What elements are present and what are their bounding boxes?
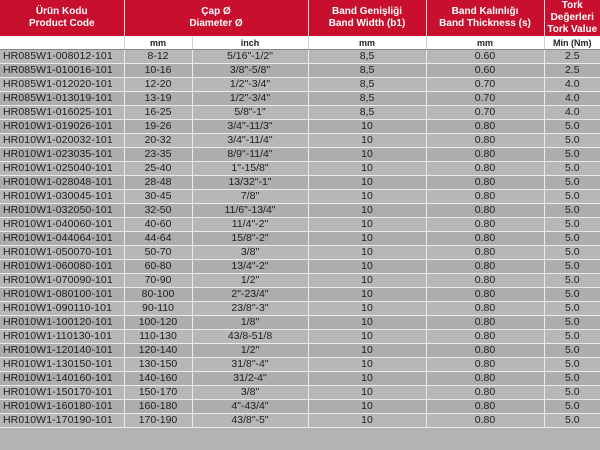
diameter-inch-cell: 1/2" [192, 344, 308, 358]
product-code-cell: HR010W1-070090-101 [0, 274, 124, 288]
diameter-mm-cell: 150-170 [124, 386, 192, 400]
diameter-inch-cell: 11/6"-13/4" [192, 204, 308, 218]
band-width-cell: 10 [308, 232, 426, 246]
band-width-cell: 10 [308, 162, 426, 176]
diameter-mm-cell: 16-25 [124, 106, 192, 120]
torque-cell: 5.0 [544, 120, 600, 134]
unit-torque: Min (Nm) [544, 36, 600, 50]
diameter-inch-cell: 8/9"-11/4" [192, 148, 308, 162]
diameter-inch-cell: 43/8"-5" [192, 414, 308, 428]
band-width-cell: 10 [308, 148, 426, 162]
diameter-inch-cell: 3/8"-5/8" [192, 64, 308, 78]
diameter-mm-cell: 130-150 [124, 358, 192, 372]
table-row [0, 204, 600, 218]
band-width-cell: 10 [308, 400, 426, 414]
unit-diameter-mm: mm [124, 36, 192, 50]
table-header [0, 0, 600, 50]
band-thickness-cell: 0.80 [426, 274, 544, 288]
band-thickness-cell: 0.80 [426, 316, 544, 330]
product-code-cell: HR085W1-016025-101 [0, 106, 124, 120]
band-thickness-cell: 0.70 [426, 78, 544, 92]
torque-cell: 5.0 [544, 162, 600, 176]
unit-band-width: mm [308, 36, 426, 50]
diameter-mm-cell: 8-12 [124, 50, 192, 64]
product-code-cell: HR010W1-130150-101 [0, 358, 124, 372]
torque-cell: 5.0 [544, 344, 600, 358]
diameter-inch-cell: 11/4"-2" [192, 218, 308, 232]
header-torque-value-en: Tork Value [547, 24, 598, 35]
band-thickness-cell: 0.80 [426, 386, 544, 400]
table-row [0, 372, 600, 386]
band-width-cell: 8,5 [308, 64, 426, 78]
diameter-mm-cell: 23-35 [124, 148, 192, 162]
torque-cell: 5.0 [544, 358, 600, 372]
band-thickness-cell: 0.80 [426, 358, 544, 372]
table-row [0, 176, 600, 190]
table-body [0, 50, 600, 428]
diameter-inch-cell: 1/2"-3/4" [192, 92, 308, 106]
diameter-inch-cell: 5/16"-1/2" [192, 50, 308, 64]
band-thickness-cell: 0.80 [426, 176, 544, 190]
header-band-width [308, 0, 426, 36]
diameter-mm-cell: 70-90 [124, 274, 192, 288]
product-code-cell: HR085W1-013019-101 [0, 92, 124, 106]
product-code-cell: HR085W1-008012-101 [0, 50, 124, 64]
header-band-width-en: Band Width (b1) [328, 18, 406, 29]
product-code-cell: HR010W1-019026-101 [0, 120, 124, 134]
band-thickness-cell: 0.80 [426, 288, 544, 302]
band-thickness-cell: 0.80 [426, 400, 544, 414]
header-torque-value-tr: Tork Değerleri [550, 0, 594, 23]
product-code-cell: HR010W1-032050-101 [0, 204, 124, 218]
table-row [0, 274, 600, 288]
band-thickness-cell: 0.80 [426, 302, 544, 316]
diameter-inch-cell: 23/8"-3" [192, 302, 308, 316]
product-code-cell: HR010W1-150170-101 [0, 386, 124, 400]
unit-code [0, 36, 124, 50]
band-width-cell: 10 [308, 274, 426, 288]
table-row [0, 162, 600, 176]
header-diameter-en: Diameter Ø [189, 18, 243, 29]
band-width-cell: 8,5 [308, 50, 426, 64]
product-code-cell: HR010W1-020032-101 [0, 134, 124, 148]
band-width-cell: 10 [308, 218, 426, 232]
band-width-cell: 10 [308, 372, 426, 386]
diameter-mm-cell: 90-110 [124, 302, 192, 316]
diameter-inch-cell: 15/8"-2" [192, 232, 308, 246]
torque-cell: 2.5 [544, 64, 600, 78]
diameter-mm-cell: 170-190 [124, 414, 192, 428]
table-row [0, 120, 600, 134]
torque-cell: 5.0 [544, 414, 600, 428]
table-row [0, 414, 600, 428]
diameter-inch-cell: 3/8" [192, 386, 308, 400]
band-width-cell: 10 [308, 288, 426, 302]
header-band-width-tr: Band Genişliği [332, 6, 403, 17]
torque-cell: 4.0 [544, 78, 600, 92]
band-width-cell: 10 [308, 358, 426, 372]
torque-cell: 4.0 [544, 92, 600, 106]
product-code-cell: HR085W1-010016-101 [0, 64, 124, 78]
band-thickness-cell: 0.80 [426, 148, 544, 162]
torque-cell: 5.0 [544, 148, 600, 162]
torque-cell: 5.0 [544, 218, 600, 232]
band-width-cell: 8,5 [308, 78, 426, 92]
diameter-inch-cell: 31/8"-4" [192, 358, 308, 372]
band-thickness-cell: 0.80 [426, 232, 544, 246]
product-code-cell: HR010W1-044064-101 [0, 232, 124, 246]
diameter-mm-cell: 28-48 [124, 176, 192, 190]
table-row [0, 246, 600, 260]
torque-cell: 5.0 [544, 176, 600, 190]
product-code-cell: HR010W1-050070-101 [0, 246, 124, 260]
torque-cell: 5.0 [544, 274, 600, 288]
diameter-mm-cell: 12-20 [124, 78, 192, 92]
table-row [0, 400, 600, 414]
product-code-cell: HR010W1-160180-101 [0, 400, 124, 414]
band-thickness-cell: 0.70 [426, 92, 544, 106]
product-code-cell: HR010W1-090110-101 [0, 302, 124, 316]
diameter-mm-cell: 25-40 [124, 162, 192, 176]
band-width-cell: 10 [308, 344, 426, 358]
torque-cell: 5.0 [544, 330, 600, 344]
band-width-cell: 10 [308, 302, 426, 316]
table-row [0, 148, 600, 162]
band-width-cell: 10 [308, 134, 426, 148]
diameter-inch-cell: 1/8" [192, 316, 308, 330]
diameter-mm-cell: 20-32 [124, 134, 192, 148]
unit-band-thickness: mm [426, 36, 544, 50]
header-product-code [0, 0, 124, 36]
header-band-thickness [426, 0, 544, 36]
table-row [0, 358, 600, 372]
band-thickness-cell: 0.80 [426, 218, 544, 232]
band-width-cell: 10 [308, 246, 426, 260]
band-width-cell: 10 [308, 190, 426, 204]
torque-cell: 5.0 [544, 316, 600, 330]
band-thickness-cell: 0.70 [426, 106, 544, 120]
diameter-mm-cell: 32-50 [124, 204, 192, 218]
band-thickness-cell: 0.60 [426, 50, 544, 64]
torque-cell: 2.5 [544, 50, 600, 64]
product-code-cell: HR010W1-170190-101 [0, 414, 124, 428]
torque-cell: 4.0 [544, 106, 600, 120]
diameter-mm-cell: 110-130 [124, 330, 192, 344]
product-code-cell: HR010W1-080100-101 [0, 288, 124, 302]
diameter-mm-cell: 80-100 [124, 288, 192, 302]
table-row [0, 134, 600, 148]
band-thickness-cell: 0.80 [426, 372, 544, 386]
diameter-mm-cell: 120-140 [124, 344, 192, 358]
band-thickness-cell: 0.80 [426, 246, 544, 260]
header-band-thickness-en: Band Thickness (s) [439, 18, 531, 29]
product-code-cell: HR010W1-060080-101 [0, 260, 124, 274]
band-thickness-cell: 0.80 [426, 162, 544, 176]
band-thickness-cell: 0.80 [426, 414, 544, 428]
band-width-cell: 10 [308, 260, 426, 274]
product-code-cell: HR010W1-030045-101 [0, 190, 124, 204]
band-thickness-cell: 0.80 [426, 344, 544, 358]
product-code-cell: HR010W1-120140-101 [0, 344, 124, 358]
diameter-mm-cell: 44-64 [124, 232, 192, 246]
diameter-inch-cell: 3/4"-11/4" [192, 134, 308, 148]
table-row [0, 260, 600, 274]
band-thickness-cell: 0.80 [426, 120, 544, 134]
table-row [0, 64, 600, 78]
product-code-cell: HR010W1-028048-101 [0, 176, 124, 190]
torque-cell: 5.0 [544, 204, 600, 218]
torque-cell: 5.0 [544, 302, 600, 316]
table-row [0, 302, 600, 316]
diameter-inch-cell: 3/8" [192, 246, 308, 260]
torque-cell: 5.0 [544, 386, 600, 400]
torque-cell: 5.0 [544, 232, 600, 246]
diameter-inch-cell: 31/2-4" [192, 372, 308, 386]
table-row [0, 288, 600, 302]
product-code-cell: HR010W1-025040-101 [0, 162, 124, 176]
band-width-cell: 8,5 [308, 106, 426, 120]
diameter-mm-cell: 100-120 [124, 316, 192, 330]
header-product-code-tr: Ürün Kodu [35, 6, 88, 17]
diameter-inch-cell: 3/4"-11/3" [192, 120, 308, 134]
band-width-cell: 10 [308, 176, 426, 190]
header-diameter-tr: Çap Ø [201, 6, 231, 17]
diameter-mm-cell: 30-45 [124, 190, 192, 204]
diameter-inch-cell: 1/2" [192, 274, 308, 288]
band-width-cell: 10 [308, 120, 426, 134]
diameter-inch-cell: 4"-43/4" [192, 400, 308, 414]
diameter-inch-cell: 1/2"-3/4" [192, 78, 308, 92]
product-code-cell: HR010W1-110130-101 [0, 330, 124, 344]
torque-cell: 5.0 [544, 288, 600, 302]
diameter-mm-cell: 10-16 [124, 64, 192, 78]
table-row [0, 190, 600, 204]
product-code-cell: HR010W1-023035-101 [0, 148, 124, 162]
product-code-cell: HR085W1-012020-101 [0, 78, 124, 92]
band-width-cell: 10 [308, 204, 426, 218]
header-unit-row [0, 36, 600, 50]
torque-cell: 5.0 [544, 400, 600, 414]
diameter-inch-cell: 1"-15/8" [192, 162, 308, 176]
band-thickness-cell: 0.80 [426, 134, 544, 148]
torque-cell: 5.0 [544, 190, 600, 204]
table-row [0, 344, 600, 358]
diameter-mm-cell: 19-26 [124, 120, 192, 134]
header-torque-value [544, 0, 600, 36]
diameter-mm-cell: 160-180 [124, 400, 192, 414]
band-width-cell: 8,5 [308, 92, 426, 106]
header-band-thickness-tr: Band Kalınlığı [451, 6, 519, 17]
diameter-inch-cell: 2"-23/4" [192, 288, 308, 302]
table-row [0, 330, 600, 344]
torque-cell: 5.0 [544, 246, 600, 260]
table-row [0, 92, 600, 106]
torque-cell: 5.0 [544, 134, 600, 148]
band-width-cell: 10 [308, 414, 426, 428]
unit-diameter-inch: inch [192, 36, 308, 50]
table-row [0, 106, 600, 120]
diameter-inch-cell: 7/8" [192, 190, 308, 204]
diameter-mm-cell: 40-60 [124, 218, 192, 232]
torque-cell: 5.0 [544, 260, 600, 274]
diameter-mm-cell: 50-70 [124, 246, 192, 260]
diameter-inch-cell: 13/32"-1" [192, 176, 308, 190]
product-code-cell: HR010W1-100120-101 [0, 316, 124, 330]
torque-cell: 5.0 [544, 372, 600, 386]
band-width-cell: 10 [308, 316, 426, 330]
band-thickness-cell: 0.80 [426, 204, 544, 218]
header-product-code-en: Product Code [28, 18, 95, 29]
header-title-row [0, 0, 600, 36]
band-width-cell: 10 [308, 330, 426, 344]
band-thickness-cell: 0.80 [426, 330, 544, 344]
diameter-mm-cell: 60-80 [124, 260, 192, 274]
product-code-cell: HR010W1-040060-101 [0, 218, 124, 232]
table-row [0, 386, 600, 400]
diameter-mm-cell: 13-19 [124, 92, 192, 106]
header-diameter [124, 0, 308, 36]
diameter-inch-cell: 5/8"-1" [192, 106, 308, 120]
band-width-cell: 10 [308, 386, 426, 400]
diameter-mm-cell: 140-160 [124, 372, 192, 386]
table-row [0, 78, 600, 92]
band-thickness-cell: 0.60 [426, 64, 544, 78]
diameter-inch-cell: 13/4"-2" [192, 260, 308, 274]
table-row [0, 218, 600, 232]
table-row [0, 232, 600, 246]
band-thickness-cell: 0.80 [426, 260, 544, 274]
diameter-inch-cell: 43/8-51/8 [192, 330, 308, 344]
table-row [0, 50, 600, 64]
product-code-cell: HR010W1-140160-101 [0, 372, 124, 386]
band-thickness-cell: 0.80 [426, 190, 544, 204]
table-row [0, 316, 600, 330]
